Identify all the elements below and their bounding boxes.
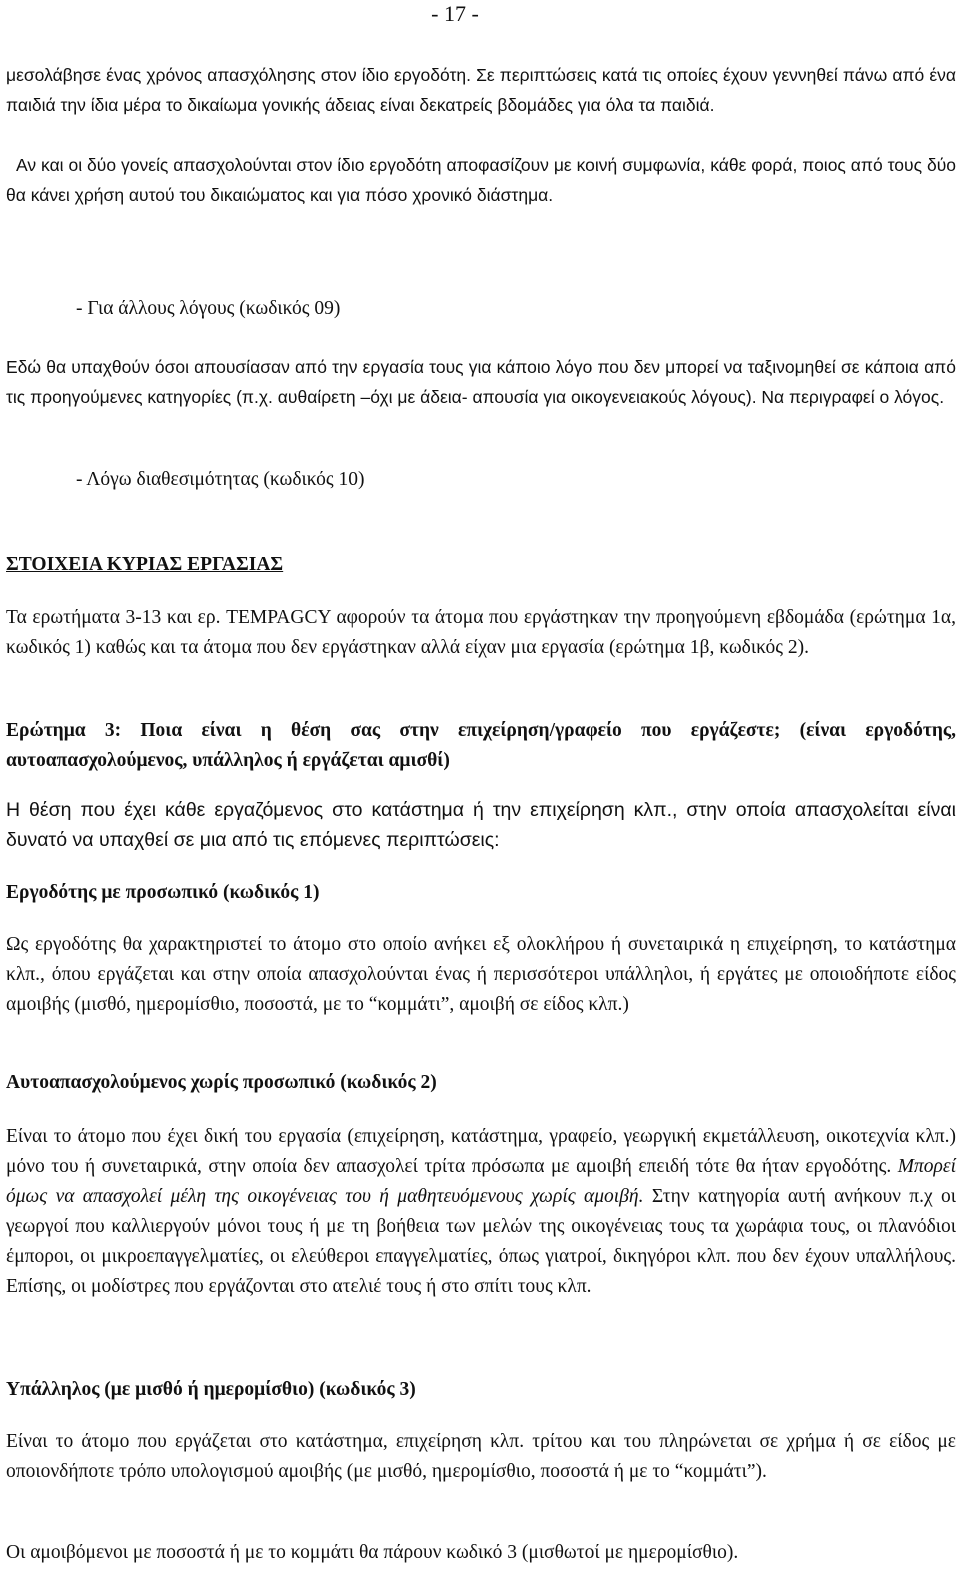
heading-availability-code-10: - Λόγω διαθεσιμότητας (κωδικός 10) <box>76 469 365 490</box>
heading-employee-code-3: Υπάλληλος (με μισθό ή ημερομίσθιο) (κωδικός 3) <box>6 1379 416 1400</box>
paragraph-employee-definition: Είναι το άτομο που εργάζεται στο κατάστημα, επιχείρηση κλπ. τρίτου και του πληρώνεται σε χρήμα ή σε είδος με οποιονδήποτε τρόπο υπολογισμού αμοιβής (με μισθό, ημερομίσθιο, ποσοστά ή με το “κομμάτι”). <box>6 1431 956 1482</box>
heading-employer-code-1: Εργοδότης με προσωπικό (κωδικός 1) <box>6 882 320 903</box>
page-number: - 17 - <box>431 1 479 26</box>
paragraph-parental-leave-continued: μεσολάβησε ένας χρόνος απασχόλησης στον ίδιο εργοδότη. Σε περιπτώσεις κατά τις οποίες έχουν γεννηθεί πάνω από ένα παιδιά την ίδια μέρα το δικαίωμα γονικής άδειας είναι δεκατρείς βδομάδες για όλα τα παιδιά. <box>6 65 956 115</box>
heading-other-reasons-code-09: - Για άλλους λόγους (κωδικός 09) <box>76 298 341 319</box>
heading-self-employed-code-2: Αυτοαπασχολούμενος χωρίς προσωπικό (κωδικός 2) <box>6 1072 437 1093</box>
paragraph-employer-definition: Ως εργοδότης θα χαρακτηριστεί το άτομο στο οποίο ανήκει εξ ολοκλήρου ή συνεταιρικά η επιχείρηση, το κατάστημα κλπ., όπου εργάζεται και στην οποία απασχολούνται ένας ή περισσότεροι υπάλληλοι, ή εργάτες με οποιοδήποτε είδος αμοιβής (μισθό, ημερομίσθιο, ποσοστά, με το “κομμάτι”, αμοιβή σε είδος κλπ.) <box>6 934 956 1015</box>
self-employed-text-part-2: Στην κατηγορία αυτή ανήκουν π.χ οι γεωργοί που καλλιεργούν μόνοι τους ή με τη βοήθεια των μελών της οικογένειας τους τα χωράφια τους, οι πλανόδιοι έμποροι, οι μικροεπαγγελματίες, οι ελεύθεροι επαγγελματίες, όπως γιατροί, δικηγόροι κλπ. που δεν έχουν υπαλλήλους. Επίσης, οι μοδίστρες που εργάζονται στο ατελιέ τους ή στο σπίτι τους κλπ. <box>6 1186 957 1297</box>
paragraph-position-types: Η θέση που έχει κάθε εργαζόμενος στο κατάστημα ή την επιχείρηση κλπ., στην οποία απασχολείται είναι δυνατό να υπαχθεί σε μια από τις επόμενες περιπτώσεις: <box>6 799 956 851</box>
section-title-main-job: ΣΤΟΙΧΕΙΑ ΚΥΡΙΑΣ ΕΡΓΑΣΙΑΣ <box>6 554 284 575</box>
paragraph-both-parents: Αν και οι δύο γονείς απασχολούνται στον ίδιο εργοδότη αποφασίζουν με κοινή συμφωνία, κάθε φορά, ποιος από τους δύο θα κάνει χρήση αυτού του δικαιώματος και για πόσο χρονικό διάστημα. <box>6 155 956 205</box>
question-3-heading: Ερώτημα 3: Ποια είναι η θέση σας στην επιχείρηση/γραφείο που εργάζεστε; (είναι εργοδότης, αυτοαπασχολούμενος, υπάλληλος ή εργάζεται αμισθί) <box>6 720 956 771</box>
paragraph-self-employed-definition <box>6 1122 956 1302</box>
paragraph-questions-3-13: Τα ερωτήματα 3-13 και ερ. TEMPAGCY αφορούν τα άτομα που εργάστηκαν την προηγούμενη εβδομάδα (ερώτημα 1α, κωδικός 1) καθώς και τα άτομα που δεν εργάστηκαν αλλά είχαν μια εργασία (ερώτημα 1β, κωδικός 2). <box>6 607 956 658</box>
paragraph-other-reasons: Εδώ θα υπαχθούν όσοι απουσίασαν από την εργασία τους για κάποιο λόγο που δεν μπορεί να ταξινομηθεί σε κάποια από τις προηγούμενες κατηγορίες (π.χ. αυθαίρετη –όχι με άδεια- απουσία για οικογενειακούς λόγους). Να περιγραφεί ο λόγος. <box>6 357 956 407</box>
self-employed-text-part-1: Είναι το άτομο που έχει δική του εργασία (επιχείρηση, κατάστημα, γραφείο, γεωργική εκμετάλλευση, οικοτεχνία κλπ.) μόνο του ή συνεταιρικά, στην οποία δεν απασχολεί τρίτα πρόσωπα με αμοιβή επειδή τότε θα ήταν εργοδότης. <box>6 1126 956 1177</box>
self-employed-italic-note: Μπορεί όμως να απασχολεί μέλη της οικογένειας του ή μαθητευόμενους χωρίς αμοιβή. <box>6 1156 957 1207</box>
paragraph-commission-workers: Οι αμοιβόμενοι με ποσοστά ή με το κομμάτι θα πάρουν κωδικό 3 (μισθωτοί με ημερομίσθιο). <box>6 1542 739 1563</box>
